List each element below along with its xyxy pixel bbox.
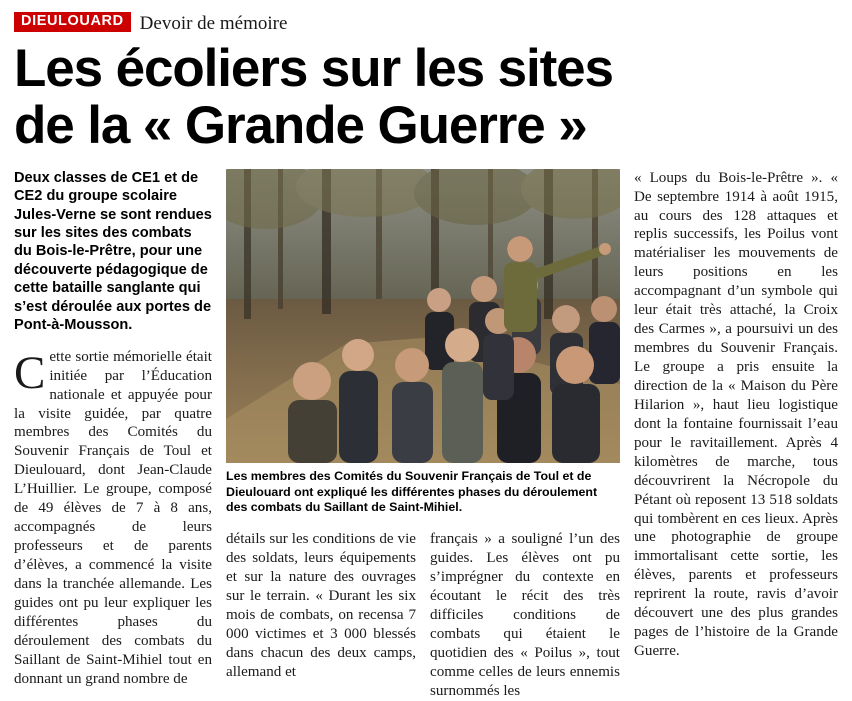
column-two: [226, 530, 416, 700]
body-paragraph-2: détails sur les conditions de vie des soldats, leurs équipements et sur la nature des ouvrages sur le terrain. « Durant les six mois de combats, on recensa 7 000 victimes et 3 000 blessés dans chacun des deux camps, allemand et: [226, 531, 416, 680]
article-body: [0, 155, 852, 701]
standfirst: Deux classes de CE1 et de CE2 du groupe scolaire Jules-Verne se sont rendues sur les sites des combats du Bois-le-Prêtre, pour une découverte pédagogique de cette bataille sanglante qui s’est déroulée aux portes de Pont-à-Mousson.: [14, 169, 212, 334]
column-left: [14, 169, 212, 701]
body-paragraph-4: « Loups du Bois-le-Prêtre ». « De septembre 1914 à août 1915, au cours des 128 attaques et replis successifs, les Poilus vont matérialiser les mouvements de leurs positions en les accompagnant d’un symbole qui leur était très attaché, la Croix des Carmes », a poursuivi un des membres du Souvenir Français. Le groupe a pris ensuite la direction de la « Maison du Père Hilarion », haut lieu logistique dont la fontaine fournissait l’eau pour le ravitaillement. Après 4 kilomètres de marche, tous découvrirent la Nécropole du Pétant où reposent 13 518 soldats qui tombèrent en ces lieux. Après une photographie de groupe immortalisant cette sortie, les élèves, parents et professeurs reprirent la route, ravis d’avoir découvert une des plus grandes pages de l’histoire de la Grande Guerre.: [634, 169, 838, 660]
photo-subcolumns: [226, 530, 620, 700]
body-paragraph-3: français » a souligné l’un des guides. Les élèves ont pu s’imprégner du contexte en écoutant le récit des très difficiles conditions de combats qui étaient le quotidien des « Poilus », tout comme celles de leurs ennemis surnommés les: [430, 531, 620, 699]
kicker: [0, 0, 852, 32]
headline-line-1: Les écoliers sur les sites: [14, 39, 613, 99]
headline-line-2: de la « Grande Guerre »: [14, 95, 587, 155]
location-tag: DIEULOUARD: [14, 12, 131, 32]
column-right: [634, 169, 838, 701]
photo-caption: Les membres des Comités du Souvenir Français de Toul et de Dieulouard ont expliqué les différentes phases du déroulement des combats du Saillant de Saint-Mihiel.: [226, 468, 598, 515]
article-photo-wrap: [226, 169, 620, 463]
body-paragraph-1: Cette sortie mémorielle était initiée par l’Éducation nationale et appuyée pour la visite guidée, par quatre membres des Comités du Souvenir Français de Toul et Dieulouard, dont Jean-Claude L’Huillier. Le groupe, composé de 49 élèves de 7 à 8 ans, accompagnés de leurs professeurs et de parents d’élèves, a commencé la visite dans la tranchée allemande. Les guides ont pu leur expliquer les différentes phases du déroulement des combats du Saillant de Saint-Mihiel tout en donnant un grand nombre de: [14, 346, 212, 687]
column-middle: [226, 169, 620, 701]
page-title: [0, 32, 852, 154]
column-three: [430, 530, 620, 700]
article-photo: [226, 169, 620, 463]
rubric-label: Devoir de mémoire: [139, 12, 288, 34]
